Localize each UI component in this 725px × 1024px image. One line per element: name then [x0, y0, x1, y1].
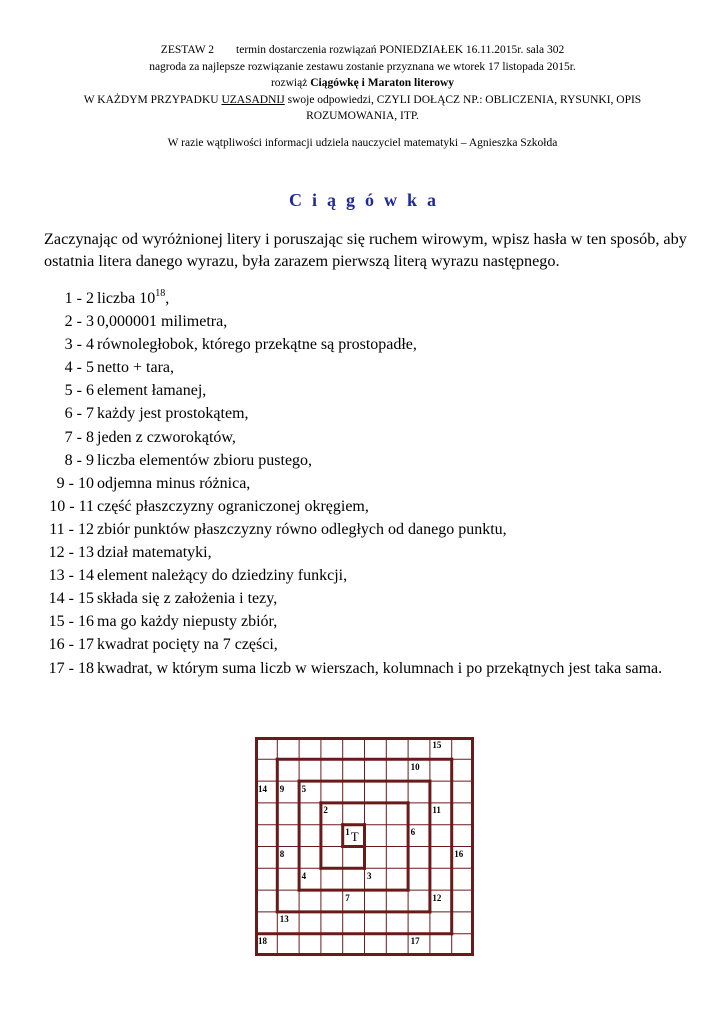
clue-item: [44, 287, 694, 310]
clue-text-main: równoległobok, którego przekątne są prostopadłe,: [97, 336, 417, 354]
cell-number: 11: [432, 805, 441, 816]
cell-number: 15: [432, 740, 442, 750]
clue-text: [97, 610, 277, 633]
clue-number: 8 - 9: [64, 451, 94, 469]
clue-number: 5 - 6: [64, 382, 94, 400]
clue-text: [97, 402, 249, 425]
clue-text: [97, 495, 369, 518]
clue-exponent: 18: [155, 288, 166, 299]
contact-info: W razie wątpliwości informacji udziela nauczyciel matematyki – Agnieszka Szkołda: [167, 136, 558, 149]
cell-number: 17: [410, 936, 420, 947]
cell-number: 9: [279, 783, 285, 794]
set-number: ZESTAW 2: [160, 44, 215, 56]
clue-text-main: odjemna minus różnica,: [97, 474, 251, 492]
clue-item: [44, 472, 694, 495]
clue-text-main: element należący do dziedziny funkcji,: [97, 567, 348, 585]
clue-item: [44, 356, 694, 379]
clue-item: [44, 426, 694, 449]
cell-number: 5: [301, 783, 307, 794]
clue-item: [44, 587, 694, 610]
clue-text-main: element łamanej,: [97, 382, 207, 400]
cell-number: 8: [279, 849, 285, 859]
clue-number: 6 - 7: [64, 405, 94, 423]
cell-number: 6: [410, 827, 416, 838]
clue-text-main: liczba elementów zbioru pustego,: [97, 451, 313, 469]
cell-number: 2: [323, 805, 328, 816]
clue-text-main: jeden z czworokątów,: [97, 428, 236, 446]
deadline-text: termin dostarczenia rozwiązań PONIEDZIAŁEK 16.11.2015r. sala 302: [236, 44, 565, 56]
header-line-4-pre: W KAŻDYM PRZYPADKU: [83, 93, 219, 106]
clue-number: 4 - 5: [64, 359, 94, 377]
header-line-4: [0, 92, 725, 109]
clue-text: [97, 541, 212, 564]
clue-item: [44, 333, 694, 356]
clue-item: [44, 449, 694, 472]
clue-number: 2 - 3: [64, 313, 94, 331]
clue-number: 15 - 16: [48, 613, 94, 631]
clue-text: [97, 356, 174, 379]
clue-text: [97, 518, 507, 541]
clue-item: [44, 633, 694, 656]
clue-text: [97, 587, 277, 610]
cell-number: 3: [367, 870, 372, 881]
clue-text-main: kwadrat pocięty na 7 części,: [97, 636, 278, 654]
header-line-4-underline: UZASADNIJ: [221, 93, 285, 106]
start-letter: T: [350, 828, 359, 844]
cell-number: 18: [258, 936, 267, 947]
header-line-1: [0, 42, 725, 59]
cell-number: 12: [432, 892, 442, 903]
cell-number: 7: [345, 892, 350, 903]
clue-text-main: część płaszczyzny ograniczonej okręgiem,: [97, 497, 369, 515]
spiral-crossword-grid: [255, 737, 474, 956]
clue-list: [44, 287, 694, 680]
header-line-5: ROZUMOWANIA, ITP.: [306, 110, 419, 122]
clue-text-main: dział matematyki,: [97, 544, 212, 562]
clue-text: [97, 379, 206, 402]
clue-text: [97, 472, 250, 495]
clue-text: [97, 310, 227, 333]
clue-number: 7 - 8: [64, 428, 94, 446]
clue-item: [44, 657, 694, 680]
clue-text-main: netto + tara,: [97, 359, 174, 377]
clue-item: [44, 495, 694, 518]
cell-number: 13: [279, 914, 289, 925]
header-line-4-post: swoje odpowiedzi, CZYLI DOŁĄCZ NP.: OBLICZENIA, RYSUNKI, OPIS: [287, 93, 642, 106]
clue-text: [97, 426, 236, 449]
clue-number: 16 - 17: [48, 636, 94, 654]
clue-text-main: zbiór punktów płaszczyzny równo odległych od danego punktu,: [97, 520, 507, 538]
page-title: Ciągówka: [288, 190, 446, 210]
cell-number: 10: [410, 761, 420, 772]
clue-number: 12 - 13: [48, 544, 94, 562]
cell-number: 1: [345, 827, 350, 838]
clue-text-main: ma go każdy niepusty zbiór,: [97, 613, 278, 631]
clue-item: [44, 402, 694, 425]
clue-text-main: 0,000001 milimetra,: [97, 313, 228, 331]
header-line-3: [0, 75, 725, 92]
clue-item: [44, 564, 694, 587]
clue-number: 9 - 10: [56, 474, 94, 492]
clue-text-main: składa się z założenia i tezy,: [97, 590, 278, 608]
header-line-3-pre: rozwiąż: [270, 77, 308, 89]
clue-number: 17 - 18: [48, 659, 94, 677]
clue-number: 13 - 14: [48, 567, 94, 585]
clue-item: [44, 610, 694, 633]
instructions: Zaczynając od wyróżnionej litery i poruszając się ruchem wirowym, wpisz hasła w ten sposób, aby ostatnia litera danego wyrazu, była zarazem pierwszą literą wyrazu następnego.: [44, 230, 687, 270]
clue-item: [44, 310, 694, 333]
clue-text: [97, 287, 169, 310]
clue-text-main: każdy jest prostokątem,: [97, 405, 249, 423]
cell-number: 14: [258, 783, 267, 794]
clue-item: [44, 541, 694, 564]
clue-number: 14 - 15: [48, 590, 94, 608]
clue-number: 11 - 12: [49, 520, 94, 538]
clue-text: [97, 657, 667, 680]
clue-text: [97, 333, 417, 356]
clue-text: [97, 564, 347, 587]
cell-number: 4: [301, 870, 307, 881]
clue-number: 3 - 4: [64, 336, 94, 354]
header: [0, 42, 725, 151]
clue-item: [44, 379, 694, 402]
cell-number: 16: [454, 849, 464, 859]
clue-item: [44, 518, 694, 541]
clue-number: 10 - 11: [49, 497, 94, 515]
clue-text: [97, 449, 312, 472]
clue-punctuation: ,: [165, 290, 170, 307]
header-line-3-bold: Ciągówkę i Maraton literowy: [310, 77, 455, 89]
clue-text-main: kwadrat, w którym suma liczb w wierszach, kolumnach i po przekątnych jest taka sama.: [97, 659, 663, 677]
clue-text-main: liczba 10: [97, 290, 156, 307]
clue-text: [97, 633, 278, 656]
header-line-2: nagroda za najlepsze rozwiązanie zestawu zostanie przyznana we wtorek 17 listopada 2015r.: [149, 60, 576, 73]
clue-number: 1 - 2: [64, 290, 94, 307]
